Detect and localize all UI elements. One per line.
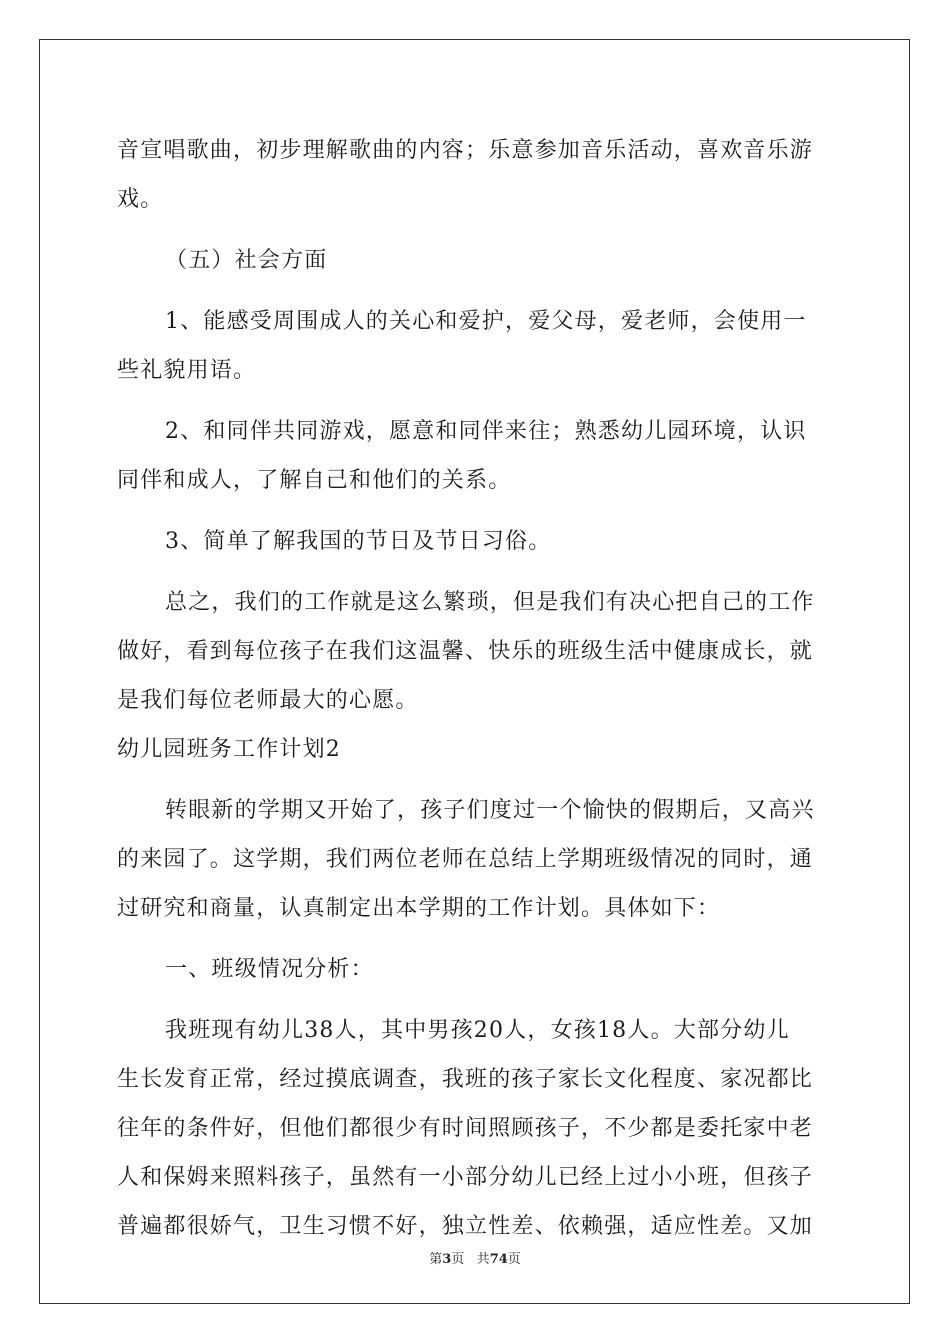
text-line: 过研究和商量，认真制定出本学期的工作计划。具体如下： <box>117 896 721 921</box>
total-label: 页 <box>507 1252 521 1267</box>
text-line: 总之，我们的工作就是这么繁琐，但是我们有决心把自己的工作 <box>165 590 815 615</box>
section-heading: （五）社会方面 <box>165 248 328 273</box>
document-title: 幼儿园班务工作计划2 <box>117 737 341 762</box>
total-prefix: 共 <box>476 1252 490 1267</box>
text-line: 2、和同伴共同游戏，愿意和同伴来往；熟悉幼儿园环境，认识 <box>165 419 807 444</box>
text-line: 生长发育正常，经过摸底调查，我班的孩子家长文化程度、家况都比 <box>117 1067 814 1092</box>
text-line: 人和保姆来照料孩子，虽然有一小部分幼儿已经上过小小班，但孩子 <box>117 1165 814 1190</box>
document-body <box>117 126 837 1251</box>
text-line: 普遍都很娇气，卫生习惯不好，独立性差、依赖强，适应性差。又加 <box>117 1214 814 1239</box>
page-total: 74 <box>489 1252 508 1267</box>
section-heading: 一、班级情况分析： <box>165 957 374 982</box>
text-line: 戏。 <box>117 187 164 212</box>
text-line: 些礼貌用语。 <box>117 358 257 383</box>
page-prefix: 第 <box>429 1252 443 1267</box>
text-line: 音宣唱歌曲，初步理解歌曲的内容；乐意参加音乐活动，喜欢音乐游 <box>117 138 814 163</box>
text-line: 是我们每位老师最大的心愿。 <box>117 688 419 713</box>
page-current: 3 <box>442 1252 452 1267</box>
text-line: 的来园了。这学期，我们两位老师在总结上学期班级情况的同时，通 <box>117 847 814 872</box>
text-line: 我班现有幼儿38人，其中男孩20人，女孩18人。大部分幼儿 <box>165 1018 790 1043</box>
page-footer <box>0 1248 950 1267</box>
text-line: 转眼新的学期又开始了，孩子们度过一个愉快的假期后，又高兴 <box>165 798 815 823</box>
text-line: 同伴和成人，了解自己和他们的关系。 <box>117 468 512 493</box>
page-label: 页 <box>451 1252 465 1267</box>
text-line: 做好，看到每位孩子在我们这温馨、快乐的班级生活中健康成长，就 <box>117 639 814 664</box>
text-line: 往年的条件好，但他们都很少有时间照顾孩子，不少都是委托家中老 <box>117 1116 814 1141</box>
text-line: 1、能感受周围成人的关心和爱护，爱父母，爱老师，会使用一 <box>165 309 807 334</box>
text-line: 3、简单了解我国的节日及节日习俗。 <box>165 529 552 554</box>
